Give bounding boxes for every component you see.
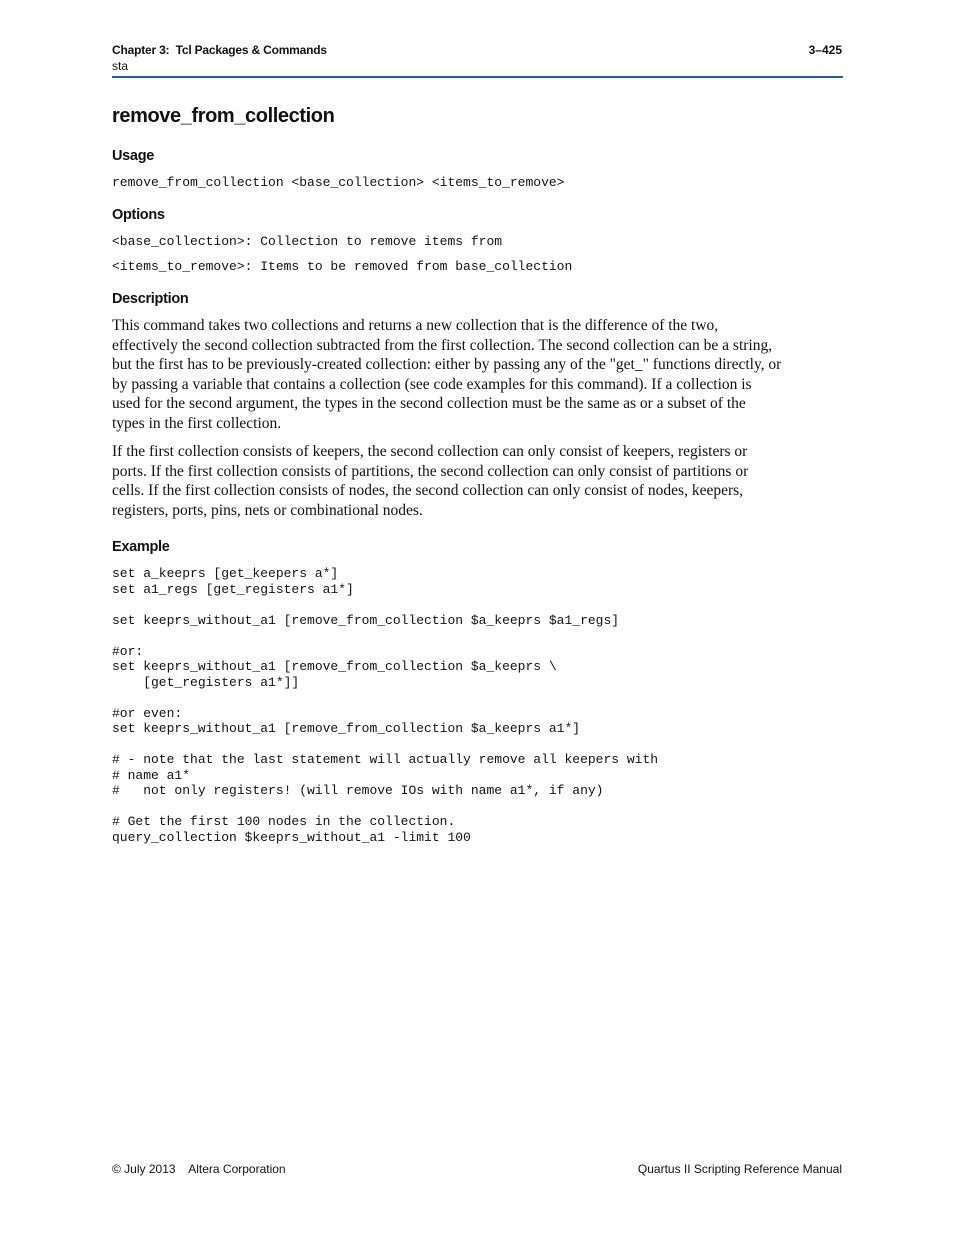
paragraph-line: registers, ports, pins, nets or combinational nodes.: [112, 501, 423, 519]
description-heading: Description: [112, 291, 189, 307]
footer-manual-title: Quartus II Scripting Reference Manual: [637, 1162, 842, 1176]
options-heading: Options: [112, 207, 165, 223]
paragraph-line: If the first collection consists of keepers, the second collection can only consist of keepers, registers or: [112, 443, 748, 460]
paragraph-line: ports. If the first collection consists of partitions, the second collection can only consist of partitions or: [112, 462, 749, 480]
paragraph-line: effectively the second collection subtracted from the first collection. The second collection can be a string,: [112, 336, 773, 354]
paragraph-line: by passing a variable that contains a collection (see code examples for this command). If a collection is: [112, 375, 752, 393]
example-code-block: set a_keeprs [get_keepers a*] set a1_regs [get_registers a1*] set keeprs_without_a1 [remove_from_collection $a_keeprs $a1_regs] #or: set keeprs_without_a1 [remove_from_collection $a_keeprs \ [get_registers a1*]] #or even: set keeprs_without_a1 [remove_from_collection $a_keeprs a1*] # - note that the last statement will actually remove all keepers with # name a1* # not only registers! (will remove IOs with name a1*, if any) # Get the first 100 nodes in the collection. query_collection $keeprs_without_a1 -limit 100: [112, 566, 659, 845]
usage-syntax: remove_from_collection <base_collection> <items_to_remove>: [112, 175, 565, 190]
header-divider: [112, 76, 843, 78]
option-item-base-collection: <base_collection>: Collection to remove items from: [112, 234, 503, 249]
description-paragraph: [112, 316, 844, 434]
description-paragraph: [112, 442, 844, 520]
running-header-section: sta: [112, 59, 129, 73]
page-number: 3–425: [808, 43, 842, 57]
paragraph-line: used for the second argument, the types in the second collection must be the same as or a subset of the: [112, 395, 746, 413]
page-title: remove_from_collection: [112, 105, 335, 127]
example-heading: Example: [112, 539, 170, 555]
paragraph-line: cells. If the first collection consists of nodes, the second collection can only consist of nodes, keepers,: [112, 482, 744, 500]
paragraph-line: but the first has to be previously-created collection: either by passing any of the "get_" functions directly, or: [112, 356, 782, 374]
paragraph-line: types in the first collection.: [112, 414, 282, 432]
paragraph-line: This command takes two collections and returns a new collection that is the difference of the two,: [112, 317, 719, 334]
option-item-items-to-remove: <items_to_remove>: Items to be removed from base_collection: [112, 259, 573, 274]
running-header-chapter: Chapter 3: Tcl Packages & Commands: [112, 43, 327, 57]
usage-heading: Usage: [112, 148, 155, 164]
footer-copyright: © July 2013 Altera Corporation: [112, 1162, 286, 1176]
